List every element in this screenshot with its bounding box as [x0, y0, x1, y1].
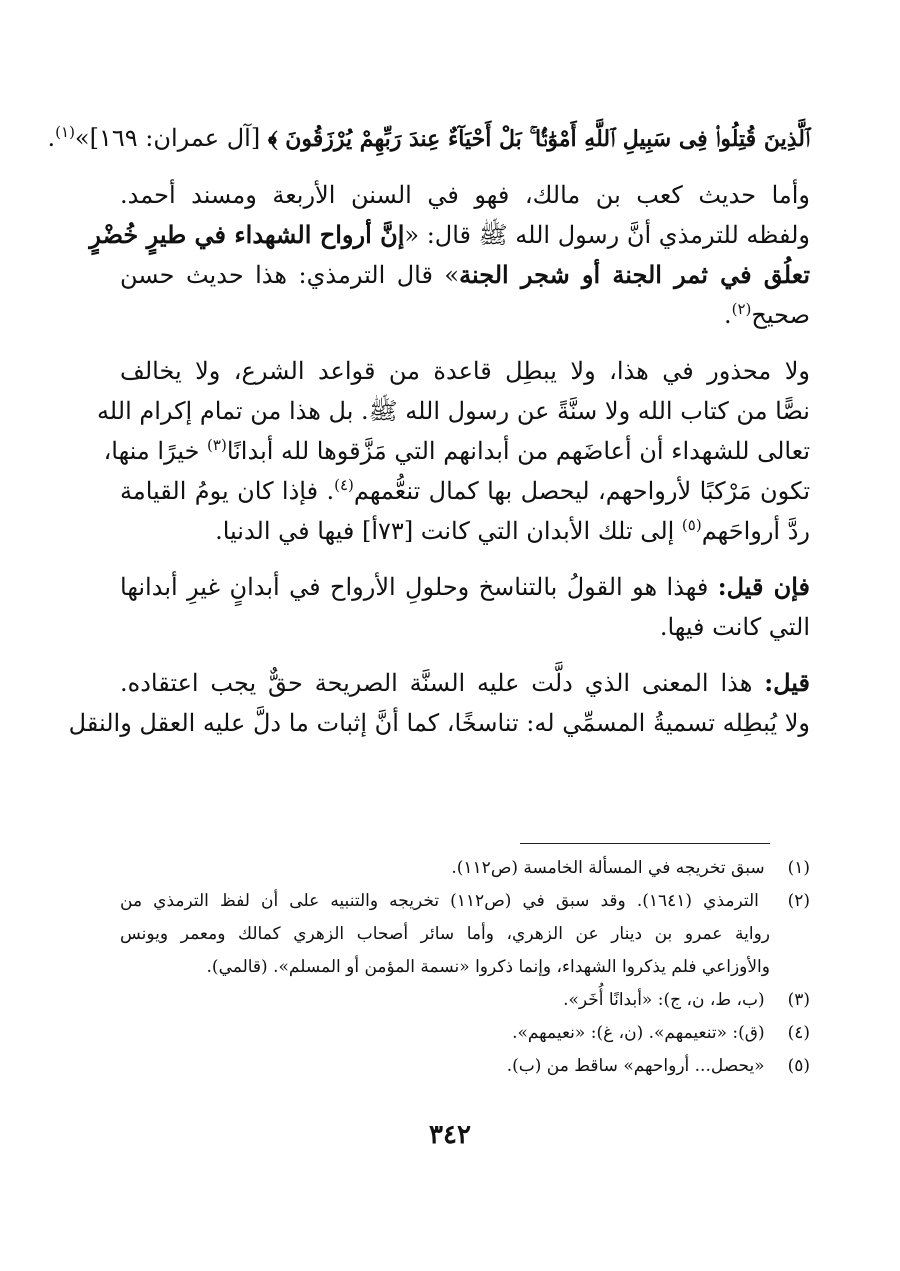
- footnote-number: (٤): [787, 1023, 810, 1043]
- footnote-separator: [520, 843, 770, 844]
- footnote-marker[interactable]: (٤): [334, 476, 354, 494]
- paragraph-line: صحيح$^{(٢)}$.: [723, 300, 810, 329]
- footnote-marker[interactable]: (١): [55, 123, 75, 141]
- paragraph-line: ولا يُبطِله تسميةُ المسمِّي له: تناسخًا، كما أنَّ إثبات ما دلَّ عليه العقل والنقل: [68, 709, 810, 737]
- hadith-text: تعلُق في ثمر الجنة أو شجر الجنة: [459, 260, 811, 289]
- footnote: (٥) «يحصل... أرواحهم» ساقط من (ب).: [120, 1050, 810, 1083]
- footnote-marker[interactable]: (٥): [681, 516, 702, 534]
- paragraph-line: ولا محذور في هذا، ولا يبطِل قاعدة من قواعد الشرع، ولا يخالف: [120, 357, 810, 385]
- verse-reference: [آل عمران: ١٦٩]»: [74, 124, 268, 152]
- paragraph-line: نصًّا من كتاب الله ولا سنَّةً عن رسول الله ﷺ. بل هذا من تمام إكرام الله: [96, 397, 810, 425]
- footnote-number: (٢): [787, 891, 810, 911]
- footnote: (٤) (ق): «تنعيمهم». (ن، غ): «نعيمهم».: [120, 1017, 810, 1050]
- paragraph-line: وأما حديث كعب بن مالك، فهو في السنن الأربعة ومسند أحمد.: [120, 181, 810, 209]
- footnotes: [120, 852, 810, 1083]
- footnote-continuation: والأوزاعي فلم يذكروا الشهداء، وإنما ذكروا «نسمة المؤمن أو المسلم». (قالمي).: [206, 957, 770, 977]
- quran-verse: ٱلَّذِينَ قُتِلُوا۟ فِى سَبِيلِ ٱللَّهِ أَمْوَٰتًۢا ۚ بَلْ أَحْيَآءٌ عِندَ رَبِّهِمْ يُرْزَقُونَ ﴾: [267, 126, 810, 152]
- footnote: (١) سبق تخريجه في المسألة الخامسة (ص١١٢).: [120, 852, 810, 885]
- footnote-marker[interactable]: (٣): [207, 436, 227, 454]
- footnote-number: (١): [787, 858, 810, 878]
- reply-lead: قيل:: [764, 668, 810, 697]
- footnote: (٣) (ب، ط، ن، ج): «أبدانًا أُخَر».: [120, 984, 810, 1017]
- objection-lead: فإن قيل:: [717, 572, 811, 601]
- paragraph-line: ردَّ أرواحَهم$^{(٥)}$ إلى تلك الأبدان التي كانت [٧٣أ] فيها في الدنيا.: [215, 516, 810, 545]
- page-number: ٣٤٢: [429, 1120, 471, 1150]
- paragraph-line: ولفظه للترمذي أنَّ رسول الله ﷺ قال: «إنَّ أرواح الشهداء في طيرٍ خُضْرٍ: [89, 220, 810, 249]
- footnote: (٢) الترمذي (١٦٤١). وقد سبق في (ص١١٢) تخريجه والتنبيه على أن لفظ الترمذي من: [120, 885, 810, 918]
- paragraph-line: قيل: هذا المعنى الذي دلَّت عليه السنَّة الصريحة حقٌّ يجب اعتقاده.: [120, 668, 810, 697]
- paragraph-line: تعالى للشهداء أن أعاضَهم من أبدانهم التي مَزَّقوها لله أبدانًا$^{(٣)}$ خيرًا منها،: [103, 436, 810, 465]
- footnote-continuation: رواية عمرو بن دينار عن الزهري، وأما سائر أصحاب الزهري كمالك ومعمر ويونس: [120, 924, 770, 944]
- footnote-marker[interactable]: (٢): [731, 300, 752, 318]
- paragraph-line: تعلُق في ثمر الجنة أو شجر الجنة» قال الترمذي: هذا حديث حسن: [120, 260, 811, 289]
- footnote-number: (٥): [787, 1056, 810, 1076]
- paragraph-line: فإن قيل: فهذا هو القولُ بالتناسخ وحلولِ الأرواح في أبدانٍ غيرِ أبدانها: [120, 572, 811, 601]
- hadith-text: إنَّ أرواح الشهداء في طيرٍ خُضْرٍ: [89, 220, 405, 249]
- main-text: [47, 118, 811, 743]
- footnote-number: (٣): [787, 990, 810, 1010]
- paragraph-line: تكون مَرْكبًا لأرواحهم، ليحصل بها كمال تنعُّمهم$^{(٤)}$. فإذا كان يومُ القيامة: [120, 476, 811, 505]
- paragraph-line: التي كانت فيها.: [659, 613, 810, 641]
- verse-line: ٱلَّذِينَ قُتِلُوا۟ فِى سَبِيلِ ٱللَّهِ أَمْوَٰتًۢا ۚ بَلْ أَحْيَآءٌ عِندَ رَبِّهِمْ يُرْزَقُونَ ﴾ [آل عمران: ١٦٩]»$^{(١)}$.: [47, 123, 810, 152]
